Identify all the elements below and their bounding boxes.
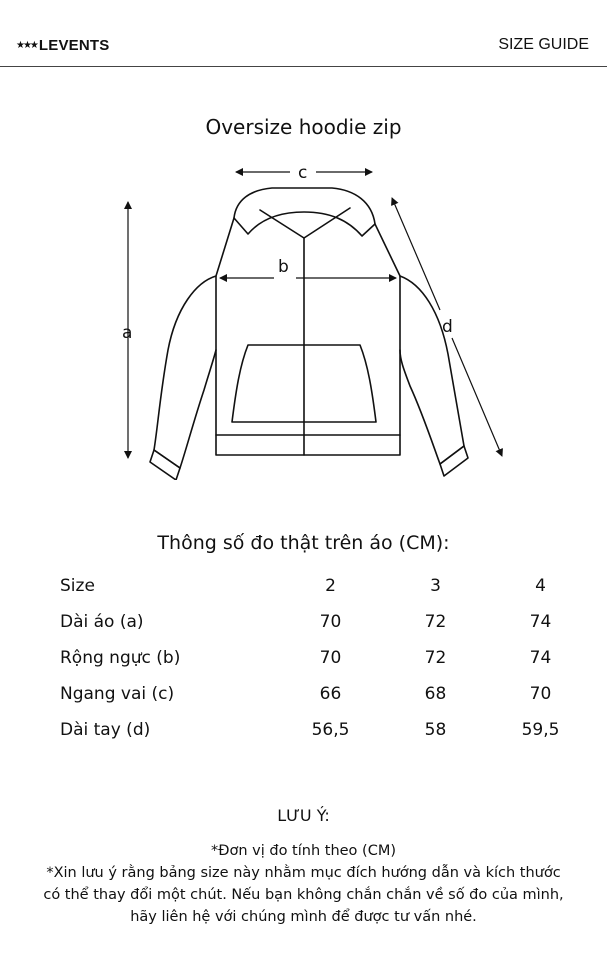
table-row [60, 604, 593, 640]
dimension-d-label: d [442, 317, 453, 337]
table-cell: 56,5 [311, 720, 350, 740]
hood-outline [234, 188, 375, 236]
table-cell: 70 [319, 612, 342, 632]
table-cell: 70 [529, 684, 552, 704]
table-cell: 70 [319, 648, 342, 668]
size-spec-table [60, 568, 593, 748]
size-header-label: Size [60, 576, 95, 596]
row-label: Dài áo (a) [60, 612, 144, 632]
table-row [60, 640, 593, 676]
row-label: Rộng ngực (b) [60, 648, 181, 668]
table-cell: 66 [319, 684, 342, 704]
notes-title: LƯU Ý: [277, 806, 330, 825]
table-cell: 59,5 [521, 720, 560, 740]
brand-logo[interactable] [16, 37, 109, 54]
table-cell: 58 [424, 720, 447, 740]
size-guide-label: SIZE GUIDE [498, 36, 589, 53]
unit-note: *Đơn vị đo tính theo (CM) [211, 843, 396, 859]
size-header-cell: 4 [535, 576, 546, 596]
size-header-cell: 3 [430, 576, 441, 596]
row-label: Ngang vai (c) [60, 684, 175, 704]
spec-table-title: Thông số đo thật trên áo (CM): [157, 532, 450, 554]
size-header-cell: 2 [325, 576, 336, 596]
header-bar [0, 0, 607, 67]
left-cuff [150, 450, 180, 480]
right-cuff [440, 446, 468, 476]
table-row [60, 676, 593, 712]
dimension-b-label: b [278, 257, 289, 277]
product-title: Oversize hoodie zip [205, 115, 402, 139]
table-cell: 72 [424, 648, 447, 668]
brand-name: LEVENTS [38, 37, 110, 54]
hoodie-diagram [110, 150, 510, 480]
table-cell: 74 [529, 612, 552, 632]
disclaimer-text: *Xin lưu ý rằng bảng size này nhằm mục đích hướng dẫn và kích thước có thể thay đổi một chút. Nếu bạn không chắn chắn về số đo của mình, hãy liên hệ với chúng mình để được tư vấn nhé. [43, 865, 564, 925]
dimension-d-arrow-bottom [452, 338, 502, 456]
body-outline [216, 218, 400, 435]
row-label: Dài tay (d) [60, 720, 151, 740]
right-sleeve [400, 276, 464, 464]
left-sleeve [154, 276, 216, 468]
table-cell: 74 [529, 648, 552, 668]
table-header-row [60, 568, 593, 604]
notes-block [40, 840, 567, 928]
stars-icon: ★★★ [16, 39, 37, 51]
table-row [60, 712, 593, 748]
table-cell: 68 [424, 684, 447, 704]
dimension-c-label: c [298, 163, 308, 183]
hem-band [216, 435, 400, 455]
table-cell: 72 [424, 612, 447, 632]
dimension-a-label: a [122, 323, 133, 343]
